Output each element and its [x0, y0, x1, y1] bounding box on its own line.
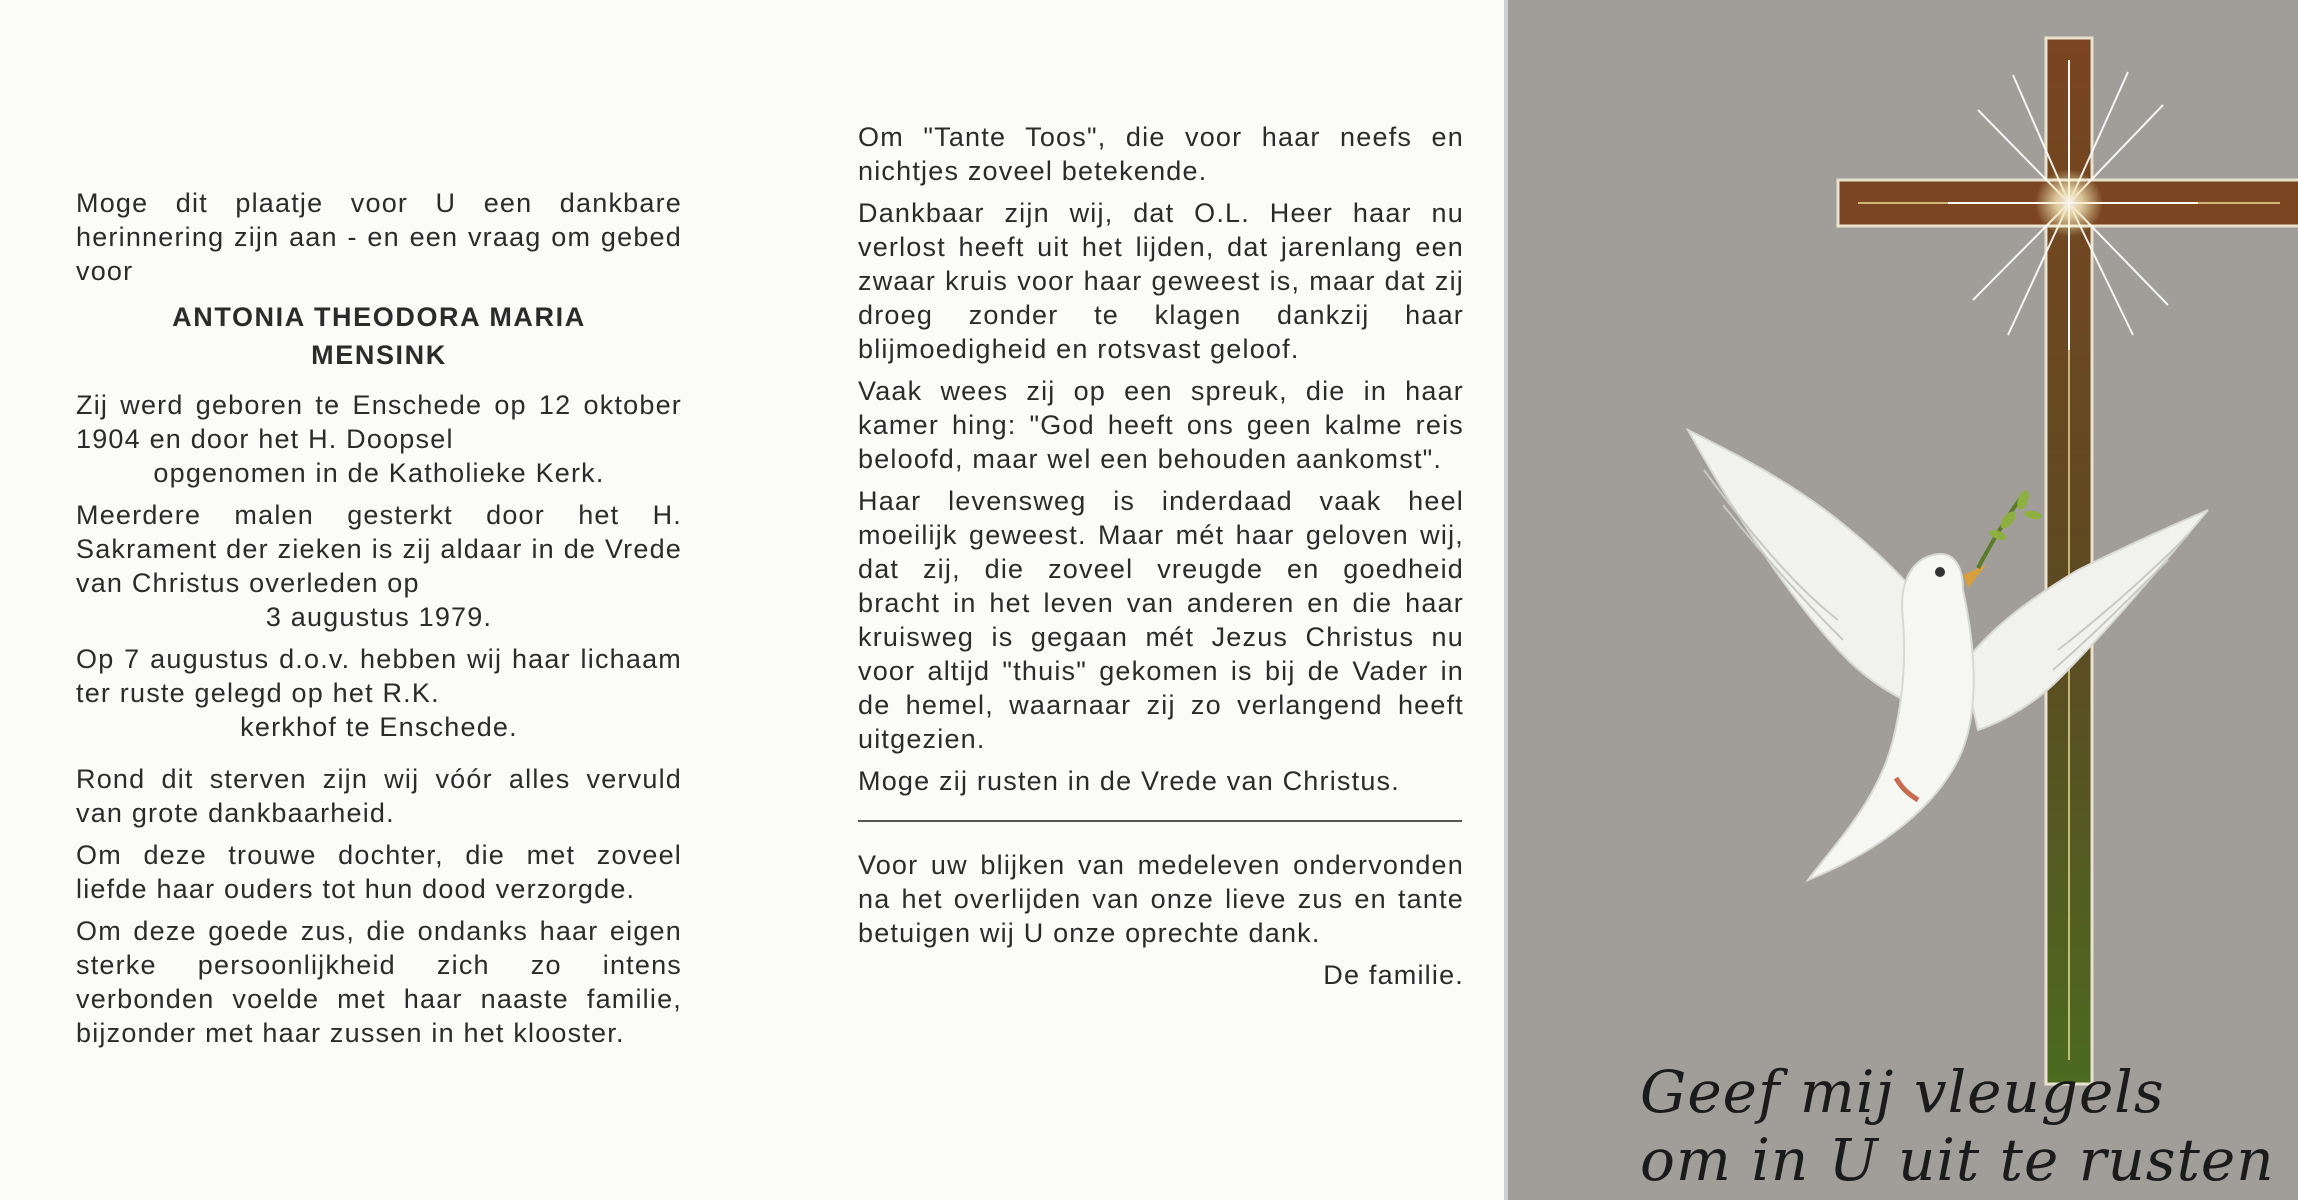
- sister-paragraph: Om deze goede zus, die ondanks haar eigen sterke persoonlijkheid zich zo intens verbonden voelde met haar naaste familie, bijzonder met haar zussen in het klooster.: [76, 916, 682, 1048]
- birth-paragraph: Zij werd geboren te Enschede op 12 oktober 1904 en door het H. Doopsel: [76, 390, 682, 454]
- left-text-column: [76, 186, 682, 1058]
- name-line-1: ANTONIA THEODORA MARIA: [172, 302, 586, 332]
- middle-text-column: [858, 120, 1464, 1000]
- gratitude-paragraph: Rond dit sterven zijn wij vóór alles vervuld van grote dankbaarheid.: [76, 764, 682, 828]
- saying-paragraph: Vaak wees zij op een spreuk, die in haar kamer hing: "God heeft ons geen kalme reis beloofd, maar wel een behouden aankomst".: [858, 376, 1464, 474]
- thanks-paragraph: Voor uw blijken van medeleven ondervonden na het overlijden van onze lieve zus en tante betuigen wij U onze oprechte dank.: [858, 850, 1464, 948]
- motto-line-1: Geef mij vleugels: [1640, 1058, 2165, 1126]
- rest-paragraph: Moge zij rusten in de Vrede van Christus.: [858, 766, 1400, 796]
- section-divider: [858, 820, 1462, 822]
- daughter-paragraph: Om deze trouwe dochter, die met zoveel liefde haar ouders tot hun dood verzorgde.: [76, 840, 682, 904]
- birth-paragraph-tail: opgenomen in de Katholieke Kerk.: [153, 458, 605, 488]
- burial-paragraph-tail: kerkhof te Enschede.: [240, 712, 518, 742]
- death-date: 3 augustus 1979.: [265, 602, 493, 632]
- death-paragraph: Meerdere malen gesterkt door het H. Sakrament der zieken is zij aldaar in de Vrede van Christus overleden op: [76, 500, 682, 598]
- image-panel: [1508, 0, 2298, 1200]
- name-line-2: MENSINK: [311, 340, 447, 370]
- burial-paragraph: Op 7 augustus d.o.v. hebben wij haar lichaam ter ruste gelegd op het R.K.: [76, 644, 682, 708]
- intro-paragraph: Moge dit plaatje voor U een dankbare herinnering zijn aan - en een vraag om gebed voor: [76, 188, 682, 286]
- motto-line-2: om in U uit te rusten: [1640, 1126, 2275, 1194]
- family-signature: De familie.: [1323, 960, 1464, 990]
- aunt-paragraph: Om "Tante Toos", die voor haar neefs en nichtjes zoveel betekende.: [858, 122, 1464, 186]
- motto: [1508, 0, 2298, 1200]
- thankful-paragraph: Dankbaar zijn wij, dat O.L. Heer haar nu verlost heeft uit het lijden, dat jarenlang een zwaar kruis voor haar geweest is, maar dat zij droeg zonder te klagen dankzij haar blijmoedigheid en rotsvast geloof.: [858, 198, 1464, 364]
- life-paragraph: Haar levensweg is inderdaad vaak heel moeilijk geweest. Maar mét haar geloven wij, dat zij, die zoveel vreugde en goedheid bracht in het leven van anderen en die haar kruisweg is gegaan mét Jezus Christus nu voor altijd "thuis" gekomen is bij de Vader in de hemel, waarnaar zij zo verlangend heeft uitgezien.: [858, 486, 1464, 754]
- deceased-name: [76, 298, 682, 374]
